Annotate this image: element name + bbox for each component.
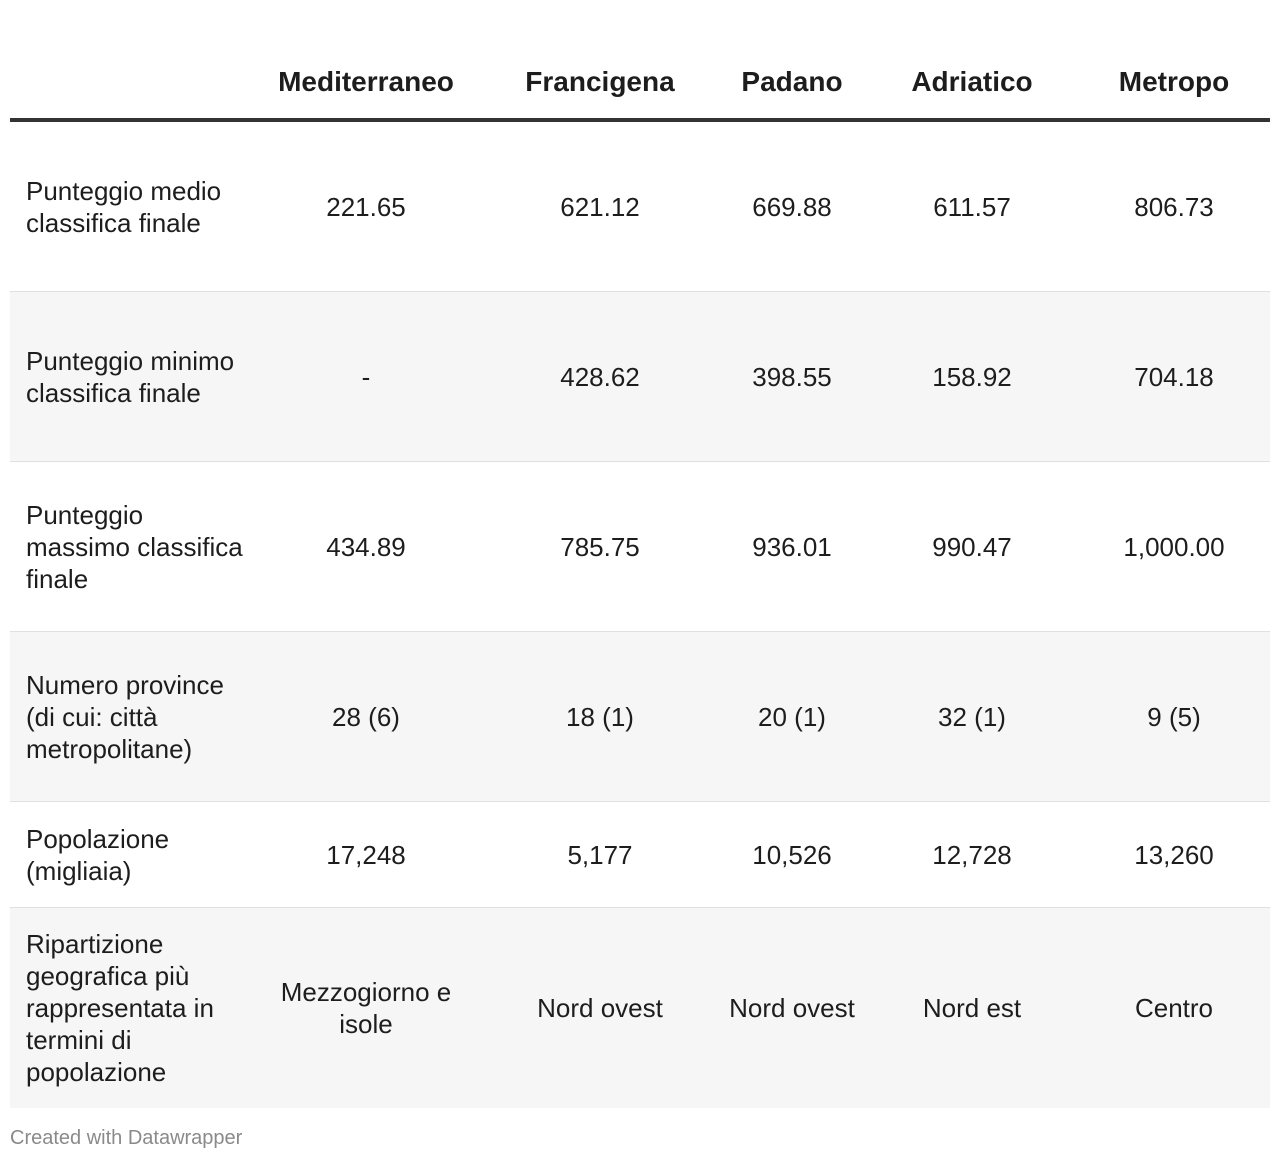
row-label: Popolazione (migliaia): [10, 802, 250, 908]
table-cell: 785.75: [482, 462, 718, 632]
table-cell: 669.88: [718, 120, 866, 292]
table-cell: Nord ovest: [718, 908, 866, 1109]
column-header-adriatico[interactable]: Adriatico: [866, 0, 1078, 120]
row-label: Ripartizione geografica più rappresentata in termini di popolazione: [10, 908, 250, 1109]
header-row: [10, 0, 1270, 120]
header-corner: [10, 0, 250, 120]
table-cell: Nord est: [866, 908, 1078, 1109]
table-row: [10, 120, 1270, 292]
table-row: [10, 908, 1270, 1109]
table-row: [10, 632, 1270, 802]
table-cell: 158.92: [866, 292, 1078, 462]
table-cell: 398.55: [718, 292, 866, 462]
table-cell: 990.47: [866, 462, 1078, 632]
table-cell: 10,526: [718, 802, 866, 908]
table-cell: 434.89: [250, 462, 482, 632]
column-header-padano[interactable]: Padano: [718, 0, 866, 120]
table-cell: 611.57: [866, 120, 1078, 292]
row-label: Punteggio minimo classifica finale: [10, 292, 250, 462]
table-cell: 20 (1): [718, 632, 866, 802]
table-cell: Centro: [1078, 908, 1270, 1109]
row-label: Punteggio massimo classifica finale: [10, 462, 250, 632]
table-cell: 704.18: [1078, 292, 1270, 462]
column-header-francigena[interactable]: Francigena: [482, 0, 718, 120]
data-table-container: [10, 0, 1230, 1090]
table-cell: -: [250, 292, 482, 462]
data-table: [10, 0, 1270, 1108]
table-cell: 221.65: [250, 120, 482, 292]
row-label: Numero province (di cui: città metropolitane): [10, 632, 250, 802]
table-cell: Mezzogiorno e isole: [250, 908, 482, 1109]
table-cell: 936.01: [718, 462, 866, 632]
table-cell: 428.62: [482, 292, 718, 462]
table-cell: 1,000.00: [1078, 462, 1270, 632]
table-cell: 17,248: [250, 802, 482, 908]
table-row: [10, 292, 1270, 462]
table-cell: 13,260: [1078, 802, 1270, 908]
table-cell: 806.73: [1078, 120, 1270, 292]
table-row: [10, 802, 1270, 908]
table-cell: 621.12: [482, 120, 718, 292]
table-cell: 28 (6): [250, 632, 482, 802]
row-label: Punteggio medio classifica finale: [10, 120, 250, 292]
table-cell: 12,728: [866, 802, 1078, 908]
column-header-metropolitano[interactable]: Metropo: [1078, 0, 1270, 120]
table-row: [10, 462, 1270, 632]
table-cell: 18 (1): [482, 632, 718, 802]
table-cell: 32 (1): [866, 632, 1078, 802]
table-cell: Nord ovest: [482, 908, 718, 1109]
column-header-mediterraneo[interactable]: Mediterraneo: [250, 0, 482, 120]
footer-credit[interactable]: Created with Datawrapper: [10, 1127, 243, 1149]
table-cell: 5,177: [482, 802, 718, 908]
table-cell: 9 (5): [1078, 632, 1270, 802]
